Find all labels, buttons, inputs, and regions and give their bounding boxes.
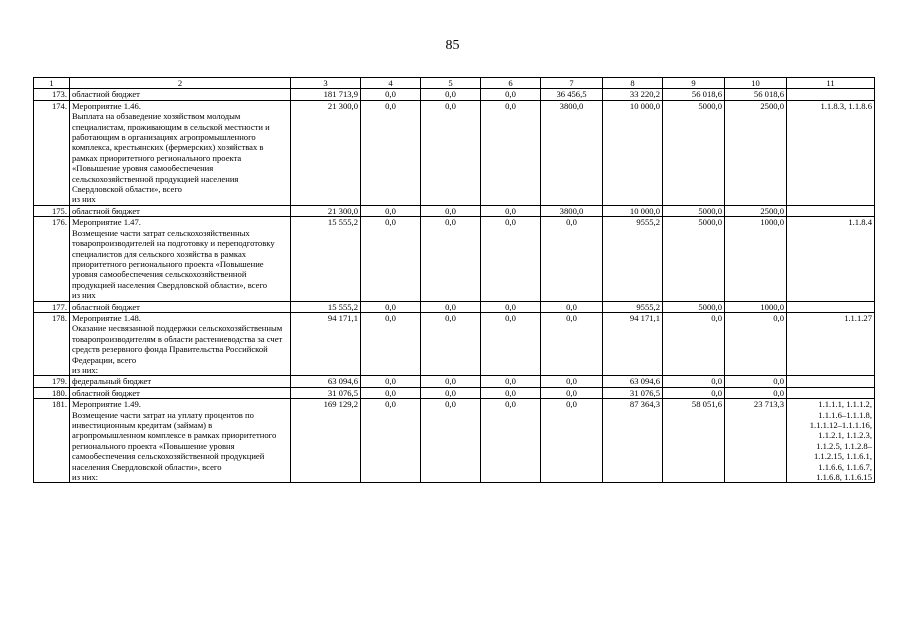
header-cell: 8 bbox=[603, 78, 663, 89]
value-cell: 58 051,6 bbox=[663, 399, 725, 483]
value-cell: 0,0 bbox=[541, 301, 603, 312]
value-cell: 0,0 bbox=[541, 217, 603, 301]
table-row bbox=[34, 387, 875, 398]
value-cell: 0,0 bbox=[481, 312, 541, 375]
row-number: 174. bbox=[34, 100, 70, 205]
row-number: 178. bbox=[34, 312, 70, 375]
header-cell: 5 bbox=[421, 78, 481, 89]
value-cell: 23 713,3 bbox=[725, 399, 787, 483]
target-indicators bbox=[787, 387, 875, 398]
value-cell: 0,0 bbox=[725, 376, 787, 387]
value-cell: 0,0 bbox=[421, 376, 481, 387]
target-indicators bbox=[787, 205, 875, 216]
value-cell: 33 220,2 bbox=[603, 89, 663, 100]
value-cell: 0,0 bbox=[663, 387, 725, 398]
row-name: Мероприятие 1.46. Выплата на обзаведение хозяйством молодым специалистам, проживающим в сельской местности и работающим в организациях агропромышленного комплекса, крестьянских (фермерских) хозяйствах в рамках приоритетного регионального проекта «Повышение уровня самообеспечения сельскохозяйственной продукцией населения Свердловской области», всего из них bbox=[70, 100, 291, 205]
table-row bbox=[34, 376, 875, 387]
value-cell: 0,0 bbox=[663, 376, 725, 387]
value-cell: 63 094,6 bbox=[603, 376, 663, 387]
value-cell: 0,0 bbox=[541, 399, 603, 483]
value-cell: 0,0 bbox=[481, 301, 541, 312]
row-name: областной бюджет bbox=[70, 301, 291, 312]
value-cell: 2500,0 bbox=[725, 205, 787, 216]
value-cell: 0,0 bbox=[361, 217, 421, 301]
value-cell: 87 364,3 bbox=[603, 399, 663, 483]
value-cell: 0,0 bbox=[541, 376, 603, 387]
value-cell: 0,0 bbox=[361, 399, 421, 483]
value-cell: 10 000,0 bbox=[603, 100, 663, 205]
value-cell: 1000,0 bbox=[725, 217, 787, 301]
row-number: 173. bbox=[34, 89, 70, 100]
value-cell: 0,0 bbox=[421, 100, 481, 205]
value-cell: 56 018,6 bbox=[663, 89, 725, 100]
value-cell: 0,0 bbox=[421, 399, 481, 483]
row-name: областной бюджет bbox=[70, 387, 291, 398]
row-number: 181. bbox=[34, 399, 70, 483]
value-cell: 0,0 bbox=[421, 205, 481, 216]
target-indicators: 1.1.1.27 bbox=[787, 312, 875, 375]
header-cell: 10 bbox=[725, 78, 787, 89]
value-cell: 0,0 bbox=[421, 387, 481, 398]
value-cell: 0,0 bbox=[361, 312, 421, 375]
value-cell: 0,0 bbox=[481, 217, 541, 301]
value-cell: 1000,0 bbox=[725, 301, 787, 312]
target-indicators: 1.1.1.1, 1.1.1.2, 1.1.1.6–1.1.1.8, 1.1.1.12–1.1.1.16, 1.1.2.1, 1.1.2.3, 1.1.2.5, 1.1.2.8– 1.1.2.15, 1.1.6.1, 1.1.6.6, 1.1.6.7, 1.1.6.8, 1.1.6.15 bbox=[787, 399, 875, 483]
value-cell: 15 555,2 bbox=[291, 301, 361, 312]
table-row bbox=[34, 301, 875, 312]
row-name: Мероприятие 1.47. Возмещение части затрат сельскохозяйственных товаропроизводителей на подготовку и переподготовку специалистов для сельского хозяйства в рамках приоритетного регионального проекта «Повышение уровня самообеспечения сельскохозяйственной продукцией населения Свердловской области», всего из них bbox=[70, 217, 291, 301]
row-name: Мероприятие 1.49. Возмещение части затрат на уплату процентов по инвестиционным кредитам (займам) в агропромышленном комплексе в рамках приоритетного регионального проекта «Повышение уровня самообеспечения сельскохозяйственной продукцией населения Свердловской области», всего из них: bbox=[70, 399, 291, 483]
value-cell: 31 076,5 bbox=[291, 387, 361, 398]
header-row bbox=[34, 78, 875, 89]
table-row bbox=[34, 217, 875, 301]
value-cell: 21 300,0 bbox=[291, 100, 361, 205]
header-cell: 3 bbox=[291, 78, 361, 89]
page-number: 85 bbox=[445, 38, 460, 53]
target-indicators bbox=[787, 376, 875, 387]
value-cell: 5000,0 bbox=[663, 301, 725, 312]
target-indicators: 1.1.8.3, 1.1.8.6 bbox=[787, 100, 875, 205]
target-indicators: 1.1.8.4 bbox=[787, 217, 875, 301]
value-cell: 0,0 bbox=[481, 100, 541, 205]
value-cell: 0,0 bbox=[361, 100, 421, 205]
value-cell: 0,0 bbox=[725, 387, 787, 398]
header-cell: 9 bbox=[663, 78, 725, 89]
value-cell: 0,0 bbox=[481, 376, 541, 387]
row-name: федеральный бюджет bbox=[70, 376, 291, 387]
value-cell: 3800,0 bbox=[541, 205, 603, 216]
value-cell: 0,0 bbox=[481, 205, 541, 216]
header-cell: 7 bbox=[541, 78, 603, 89]
value-cell: 94 171,1 bbox=[603, 312, 663, 375]
row-number: 176. bbox=[34, 217, 70, 301]
header-cell: 1 bbox=[34, 78, 70, 89]
value-cell: 0,0 bbox=[361, 387, 421, 398]
header-cell: 4 bbox=[361, 78, 421, 89]
row-number: 179. bbox=[34, 376, 70, 387]
value-cell: 0,0 bbox=[421, 301, 481, 312]
value-cell: 21 300,0 bbox=[291, 205, 361, 216]
value-cell: 0,0 bbox=[541, 312, 603, 375]
value-cell: 0,0 bbox=[361, 205, 421, 216]
table-row bbox=[34, 312, 875, 375]
target-indicators bbox=[787, 89, 875, 100]
row-number: 180. bbox=[34, 387, 70, 398]
value-cell: 0,0 bbox=[663, 312, 725, 375]
value-cell: 56 018,6 bbox=[725, 89, 787, 100]
budget-table bbox=[33, 77, 875, 483]
target-indicators bbox=[787, 301, 875, 312]
value-cell: 0,0 bbox=[421, 217, 481, 301]
value-cell: 0,0 bbox=[421, 89, 481, 100]
table-body bbox=[34, 78, 875, 483]
value-cell: 36 456,5 bbox=[541, 89, 603, 100]
header-cell: 11 bbox=[787, 78, 875, 89]
value-cell: 0,0 bbox=[481, 399, 541, 483]
header-cell: 2 bbox=[70, 78, 291, 89]
value-cell: 15 555,2 bbox=[291, 217, 361, 301]
value-cell: 0,0 bbox=[481, 89, 541, 100]
header-cell: 6 bbox=[481, 78, 541, 89]
value-cell: 5000,0 bbox=[663, 100, 725, 205]
row-name: областной бюджет bbox=[70, 89, 291, 100]
value-cell: 10 000,0 bbox=[603, 205, 663, 216]
value-cell: 9555,2 bbox=[603, 217, 663, 301]
value-cell: 9555,2 bbox=[603, 301, 663, 312]
value-cell: 0,0 bbox=[541, 387, 603, 398]
value-cell: 63 094,6 bbox=[291, 376, 361, 387]
table-row bbox=[34, 205, 875, 216]
table-row bbox=[34, 100, 875, 205]
value-cell: 0,0 bbox=[361, 301, 421, 312]
value-cell: 181 713,9 bbox=[291, 89, 361, 100]
value-cell: 0,0 bbox=[725, 312, 787, 375]
value-cell: 0,0 bbox=[481, 387, 541, 398]
value-cell: 2500,0 bbox=[725, 100, 787, 205]
row-name: областной бюджет bbox=[70, 205, 291, 216]
value-cell: 169 129,2 bbox=[291, 399, 361, 483]
value-cell: 3800,0 bbox=[541, 100, 603, 205]
value-cell: 94 171,1 bbox=[291, 312, 361, 375]
value-cell: 5000,0 bbox=[663, 217, 725, 301]
value-cell: 0,0 bbox=[361, 376, 421, 387]
table-row bbox=[34, 89, 875, 100]
table-row bbox=[34, 399, 875, 483]
value-cell: 5000,0 bbox=[663, 205, 725, 216]
row-number: 175. bbox=[34, 205, 70, 216]
row-name: Мероприятие 1.48. Оказание несвязанной поддержки сельскохозяйственным товаропроизводителям в области растениеводства за счет средств резервного фонда Правительства Российской Федерации, всего из них: bbox=[70, 312, 291, 375]
value-cell: 0,0 bbox=[421, 312, 481, 375]
value-cell: 0,0 bbox=[361, 89, 421, 100]
value-cell: 31 076,5 bbox=[603, 387, 663, 398]
row-number: 177. bbox=[34, 301, 70, 312]
